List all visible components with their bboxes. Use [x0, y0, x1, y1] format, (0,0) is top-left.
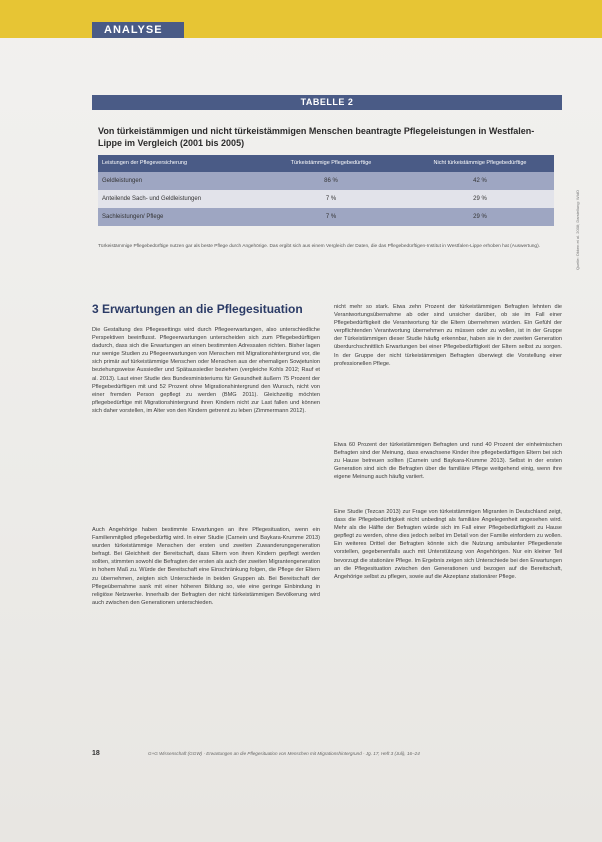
paragraph: Die Gestaltung des Pflegesettings wird durch Pflegeerwartungen, also unterschiedliche Perspektiven beeinflusst. Pflegeerwartungen unterscheiden sich zum Pflegebedürftigen dadurch, dass sich die Erwartungen an einen bestimmten Adressaten richten. Bisher lagen nur wenige Studien zu Pflegeerwartungen von Menschen mit Migrationshintergrund vor, die sich primär auf türkeistämmige Menschen oder Menschen aus der ehemaligen Sowjetunion beziehungsweise Aussiedler und Spätaussiedler beziehen (vergleiche Kohls 2012; Rauf et al. 2013). Laut einer Studie des Bundesministeriums für Gesundheit äußern 75 Prozent der Pflegebedürftigen mit und 52 Prozent ohne Migrationshintergrund den Wunsch, nicht von einer fremden Person gepflegt zu werden (BMG 2011). Gleichzeitig möchten pflegebedürftige mit Migrationshintergrund ihren Kindern nicht zur Last fallen und können sich daher vorstellen, im Alter von den Kindern getrennt zu leben (Zimmermann 2012).	[92, 327, 320, 414]
paragraph: Eine Studie (Tezcan 2013) zur Frage von türkeistämmigen Migranten in Deutschland zeigt, dass die Pflegebedürftigkeit nicht unbedingt als familiäre Angelegenheit angesehen wird. Mehr als die Hälfte der Befragten würde sich im Fall einer Pflegebedürftigkeit zu Hause gepflegt zu werden, ohne dies jedoch selbst im Detail von der Familie einfordern zu wollen. Ein weiteres Drittel der Befragten könnte sich die Nutzung ambulanter Pflegedienste vorstellen, gegebenenfalls auch mit Unterstützung von Angehörigen. Nur ein kleiner Teil bevorzugt die stationäre Pflege. Im Ergebnis zeigen sich Unterschiede bei den Erwartungen an die Pflegesituation zwischen den Generationen und bezogen auf die Bereitschaft, Angehörige selbst zu pflegen, sowie auf die Akzeptanz stationärer Pflege.	[334, 509, 562, 580]
header-band	[0, 0, 602, 38]
table-cell: Geldleistungen	[102, 178, 143, 184]
body-text-right	[334, 441, 562, 489]
table-title: Von türkeistämmigen und nicht türkeistämmigen Menschen beantragte Pflegeleistungen in Westfalen-Lippe im Vergleich (2001 bis 2005)	[98, 126, 535, 148]
table-figure	[92, 95, 562, 270]
page-number: 18	[92, 750, 100, 757]
table-footnote: Türkeistämmige Pflegebedürftige nutzen gar als beste Pflege durch Angehörige. Das ergibt sich aus einem Vergleich der Daten, die das Pflegebedürftigen-Institut in Westfalen-Lippe erhoben hat (Auswertung).	[98, 244, 541, 249]
table-row	[98, 190, 554, 208]
table-label: TABELLE 2	[92, 95, 562, 110]
table-cell: 29 %	[473, 196, 487, 202]
table-cell: 7 %	[325, 196, 337, 202]
table-cell: 29 %	[473, 214, 487, 220]
table-row	[98, 208, 554, 226]
section-heading: 3 Erwartungen an die Pflegesituation	[92, 302, 303, 316]
body-text-right	[334, 508, 562, 589]
paragraph: Auch Angehörige haben bestimmte Erwartungen an ihre Pflegesituation, wenn ein Familienmitglied pflegebedürftig wird. In einer Studie (Carnein und Baykara-Krumme 2013) wurden türkeistämmige Menschen der ersten und zweiten Zuwanderungsgeneration befragt. Bei Gleichheit der Bereitschaft, dass Eltern von ihren Kindern gepflegt werden sollten, stimmten sowohl die Befragten der ersten als auch der zweiten Migrantengeneration in hohem Maß zu. Würde der Bereitschaft eine Einschränkung folgen, die Pflege der Eltern zu übernehmen, zeigten sich Unterschiede in beiden Gruppen ab. Bei Bereitschaft der Pflegeübernahme sank mit einer höheren Bildung so, wie eine geringe Einbindung in religiöse Netzwerke. Innerhalb der Befragten der nicht türkeistämmigen Bevölkerung wird auch zwischen den Generationen unterschieden.	[92, 527, 320, 606]
footer-citation: G+G Wissenschaft (GGW) · Erwartungen an die Pflegesituation von Menschen mit Migrationshintergrund · Jg. 17, Heft 3 (Juli), 16–24	[148, 751, 420, 756]
table-cell: 7 %	[325, 214, 337, 220]
table-cell: Sachleistungen/ Pflege	[102, 214, 164, 220]
table-cell: 42 %	[473, 178, 487, 184]
section-tab: ANALYSE	[92, 22, 184, 38]
source-credit: Quelle: Okken et al. 2008; Darstellung: WIdO	[575, 189, 580, 270]
column-header: Leistungen der Pflegeversicherung	[102, 160, 188, 166]
body-text-right	[334, 303, 562, 376]
table-row	[98, 172, 554, 190]
table-cell: 86 %	[324, 178, 338, 184]
table-cell: Anteilende Sach- und Geldleistungen	[102, 196, 202, 202]
column-header: Nicht türkeistämmige Pflegebedürftige	[433, 160, 527, 166]
table-header-row	[98, 155, 554, 172]
data-table	[98, 155, 554, 226]
paragraph: Etwa 60 Prozent der türkeistämmigen Befragten und rund 40 Prozent der einheimischen Befragten sind der Meinung, dass erwachsene Kinder ihre pflegebedürftigen Eltern bei sich zu Hause betreuen sollten (Carnein und Baykara-Krumme 2013). Selbst in der ersten Generation sind sich die Befragten über die familiäre Pflege weitgehend einig, wenn ihre eigene Meinung auch häufig variiert.	[334, 442, 562, 481]
body-text-left	[92, 326, 320, 423]
paragraph: nicht mehr so stark. Etwa zehn Prozent der türkeistämmigen Befragten lehnten die Verantwortungsübernahme ab oder sind unsicher darüber, ob sie im Fall einer Pflegebedürftigkeit die Verantwortung für die Eltern übernehmen würden. Ein Gefühl der verpflichtenden Verantwortung übernehmen zu müssen oder zu wollen, ist in der Gruppe der Türkeistämmigen dieser Studie häufig erkennbar, haben sie in der zweiten Generation überdurchschnittlich Erwartungen bei einer Pflegebedürftigkeit der Eltern selbst zu sorgen. In der Gruppe der nicht türkeistämmigen Befragten überwiegt die Vorstellung einer professionellen Pflege.	[334, 304, 562, 367]
column-header: Türkeistämmige Pflegebedürftige	[290, 160, 372, 166]
body-text-left	[92, 526, 320, 615]
